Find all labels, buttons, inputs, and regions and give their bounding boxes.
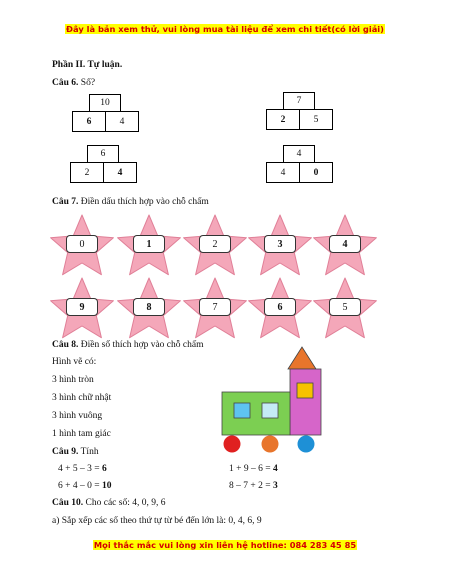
star-number: 3 — [264, 235, 296, 253]
star-number: 9 — [66, 298, 98, 316]
q9-item: 8 – 7 + 2 = 3 — [229, 481, 278, 491]
q8-line: 3 hình vuông — [52, 411, 103, 421]
star-shape — [313, 277, 377, 339]
q9-item: 4 + 5 – 3 = 6 — [58, 464, 107, 474]
q8-heading: Câu 8. Điền số thích hợp vào chỗ chấm — [52, 340, 204, 350]
yellow-square — [297, 383, 313, 398]
footer-notice: Mọi thắc mắc vui lòng xin liên hệ hotline: 084 283 45 85 — [93, 540, 357, 550]
star-number: 2 — [199, 235, 231, 253]
pyramid-left: 4 — [266, 162, 300, 183]
star-shape — [313, 214, 377, 276]
star-number: 6 — [264, 298, 296, 316]
star-shape — [50, 277, 114, 339]
star-number: 8 — [133, 298, 165, 316]
pyramid-top: 4 — [283, 145, 315, 163]
q10-heading: Câu 10. Cho các số: 4, 0, 9, 6 — [52, 498, 166, 508]
train-house-illustration — [218, 345, 328, 457]
q8-line: 3 hình chữ nhật — [52, 393, 112, 403]
q9-item: 6 + 4 – 0 = 10 — [58, 481, 112, 491]
window-square-2 — [262, 403, 278, 418]
q8-line: 3 hình tròn — [52, 375, 94, 385]
star-number: 1 — [133, 235, 165, 253]
star-shape — [248, 214, 312, 276]
wheel-circle-orange — [262, 436, 279, 453]
star-shape — [248, 277, 312, 339]
wheel-circle-blue — [298, 436, 315, 453]
pyramid-left: 2 — [266, 109, 300, 130]
triangle-roof — [288, 347, 316, 369]
star-number: 0 — [66, 235, 98, 253]
q9-item: 1 + 9 – 6 = 4 — [229, 464, 278, 474]
pyramid-left: 6 — [72, 111, 106, 132]
wheel-circle-red — [224, 436, 241, 453]
star-shape — [183, 214, 247, 276]
window-square-1 — [234, 403, 250, 418]
star-number: 4 — [329, 235, 361, 253]
pyramid-top: 7 — [283, 92, 315, 110]
pyramid-right: 4 — [103, 162, 137, 183]
pyramid-top: 6 — [87, 145, 119, 163]
star-shape — [50, 214, 114, 276]
pyramid-left: 2 — [70, 162, 104, 183]
tower-rectangle — [290, 369, 321, 435]
star-shape — [117, 277, 181, 339]
body-rectangle — [222, 392, 290, 435]
section-title: Phần II. Tự luận. — [52, 60, 123, 70]
pyramid-top: 10 — [89, 94, 121, 112]
star-number: 5 — [329, 298, 361, 316]
pyramid-right: 5 — [299, 109, 333, 130]
q8-line: 1 hình tam giác — [52, 429, 111, 439]
q7-heading: Câu 7. Điền dấu thích hợp vào chỗ chấm — [52, 197, 209, 207]
star-shape — [117, 214, 181, 276]
star-shape — [183, 277, 247, 339]
header-notice: Đây là bản xem thử, vui lòng mua tài liệu để xem chi tiết(có lời giải) — [66, 24, 384, 34]
q10-part-a: a) Sắp xếp các số theo thứ tự từ bé đến lớn là: 0, 4, 6, 9 — [52, 516, 262, 526]
q9-heading: Câu 9. Tính — [52, 447, 99, 457]
pyramid-right: 4 — [105, 111, 139, 132]
star-number: 7 — [199, 298, 231, 316]
pyramid-right: 0 — [299, 162, 333, 183]
q8-intro: Hình vẽ có: — [52, 357, 97, 367]
q6-heading: Câu 6. Số? — [52, 78, 96, 88]
